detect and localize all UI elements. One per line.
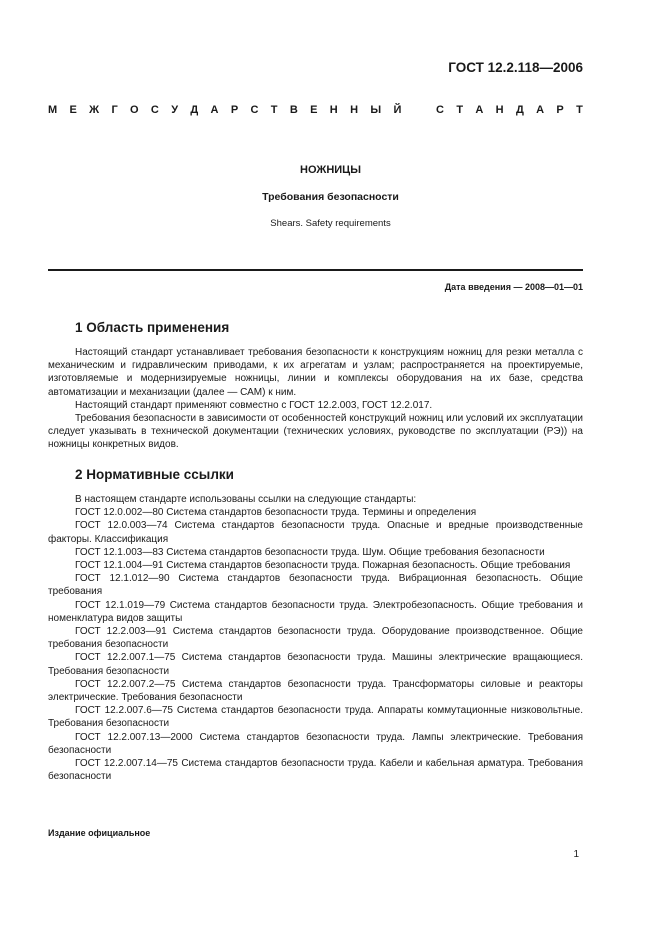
reference-item: ГОСТ 12.2.007.13—2000 Система стандартов безопасности труда. Лампы электрические. Требования безопасности — [48, 731, 583, 756]
banner-letter: Т — [456, 104, 464, 116]
horizontal-rule — [48, 269, 583, 271]
reference-item: ГОСТ 12.0.002—80 Система стандартов безопасности труда. Термины и определения — [75, 507, 477, 519]
reference-item: ГОСТ 12.2.007.6—75 Система стандартов безопасности труда. Аппараты коммутационные низковольтные. Требования безопасности — [48, 705, 583, 730]
banner-letter — [414, 104, 424, 116]
paragraph: Настоящий стандарт устанавливает требования безопасности к конструкциям ножниц для резки металла с механическим и гидравлическим приводами, к их агрегатам и узлам; распространяется на проектируемые, изготовляемые и модернизируемые ножницы, линии и комплексы оборудования на их базе, средства автоматизации и механизации (далее — САМ) к ним. — [48, 347, 583, 398]
banner-letter: Ж — [89, 104, 100, 116]
reference-item: ГОСТ 12.1.019—79 Система стандартов безопасности труда. Электробезопасность. Общие требования и номенклатура видов защиты — [48, 599, 583, 624]
banner-letter: С — [436, 104, 444, 116]
section-heading: 2 Нормативные ссылки — [75, 467, 234, 482]
paragraph: В настоящем стандарте использованы ссылки на следующие стандарты: — [75, 494, 417, 505]
reference-item: ГОСТ 12.2.007.1—75 Система стандартов безопасности труда. Машины электрические вращающиеся. Требования безопасности — [48, 652, 583, 677]
banner-letter: А — [536, 104, 545, 116]
banner-letter: С — [250, 104, 259, 116]
banner-letter: Н — [329, 104, 338, 116]
page-number: 1 — [573, 849, 579, 860]
reference-item: ГОСТ 12.2.007.14—75 Система стандартов безопасности труда. Кабели и кабельная арматура. Требования безопасности — [48, 758, 583, 783]
banner-letter: М — [48, 104, 58, 116]
banner-letter: Н — [350, 104, 359, 116]
banner-letter: Д — [190, 104, 199, 116]
banner-letter: Т — [270, 104, 278, 116]
banner-letter: Д — [515, 104, 524, 116]
banner-letter: Н — [495, 104, 504, 116]
banner-letter: А — [210, 104, 219, 116]
paragraph: Настоящий стандарт применяют совместно с ГОСТ 12.2.003, ГОСТ 12.2.017. — [75, 399, 433, 411]
banner-letter: Р — [556, 104, 564, 116]
document-title: НОЖНИЦЫ — [300, 164, 361, 176]
banner-letter: Г — [111, 104, 118, 116]
reference-item: ГОСТ 12.1.004—91 Система стандартов безопасности труда. Пожарная безопасность. Общие требования — [75, 560, 571, 572]
banner-letter: Е — [69, 104, 77, 116]
section-scope — [48, 320, 583, 452]
banner-letter: С — [150, 104, 159, 116]
reference-item: ГОСТ 12.2.007.2—75 Система стандартов безопасности труда. Трансформаторы силовые и реакторы электрические. Требования безопасности — [48, 678, 583, 704]
section-heading: 1 Область применения — [75, 320, 230, 335]
banner-letter: Е — [310, 104, 318, 116]
reference-item: ГОСТ 12.1.012—90 Система стандартов безопасности труда. Вибрационная безопасность. Общие требования — [48, 573, 583, 598]
reference-item: ГОСТ 12.0.003—74 Система стандартов безопасности труда. Опасные и вредные производственные факторы. Классификация — [48, 520, 583, 545]
reference-item: ГОСТ 12.2.003—91 Система стандартов безопасности труда. Оборудование производственное. Общие требования безопасности — [48, 626, 583, 651]
section-normative-references — [48, 467, 583, 783]
english-title: Shears. Safety requirements — [270, 218, 391, 229]
banner-letter: А — [475, 104, 484, 116]
official-edition-note: Издание официальное — [48, 828, 151, 838]
reference-item: ГОСТ 12.1.003—83 Система стандартов безопасности труда. Шум. Общие требования безопасности — [75, 546, 545, 558]
document-code: ГОСТ 12.2.118—2006 — [448, 60, 583, 75]
banner-letter: Ы — [370, 104, 382, 116]
paragraph: Требования безопасности в зависимости от особенностей конструкций ножниц или условий их эксплуатации следует указывать в технической документации (технических условиях, руководстве по эксплуатации (РЭ)) на ножницы конкретных видов. — [48, 413, 583, 451]
banner-letter: Р — [230, 104, 239, 116]
banner-letter: Т — [576, 104, 583, 116]
banner-letter: У — [171, 104, 179, 116]
document-subtitle: Требования безопасности — [262, 191, 399, 203]
banner-letter: Й — [393, 104, 402, 116]
introduction-date: Дата введения — 2008—01—01 — [444, 282, 583, 292]
interstate-standard-banner — [48, 104, 583, 116]
banner-letter: В — [289, 104, 298, 116]
banner-letter: О — [130, 104, 139, 116]
